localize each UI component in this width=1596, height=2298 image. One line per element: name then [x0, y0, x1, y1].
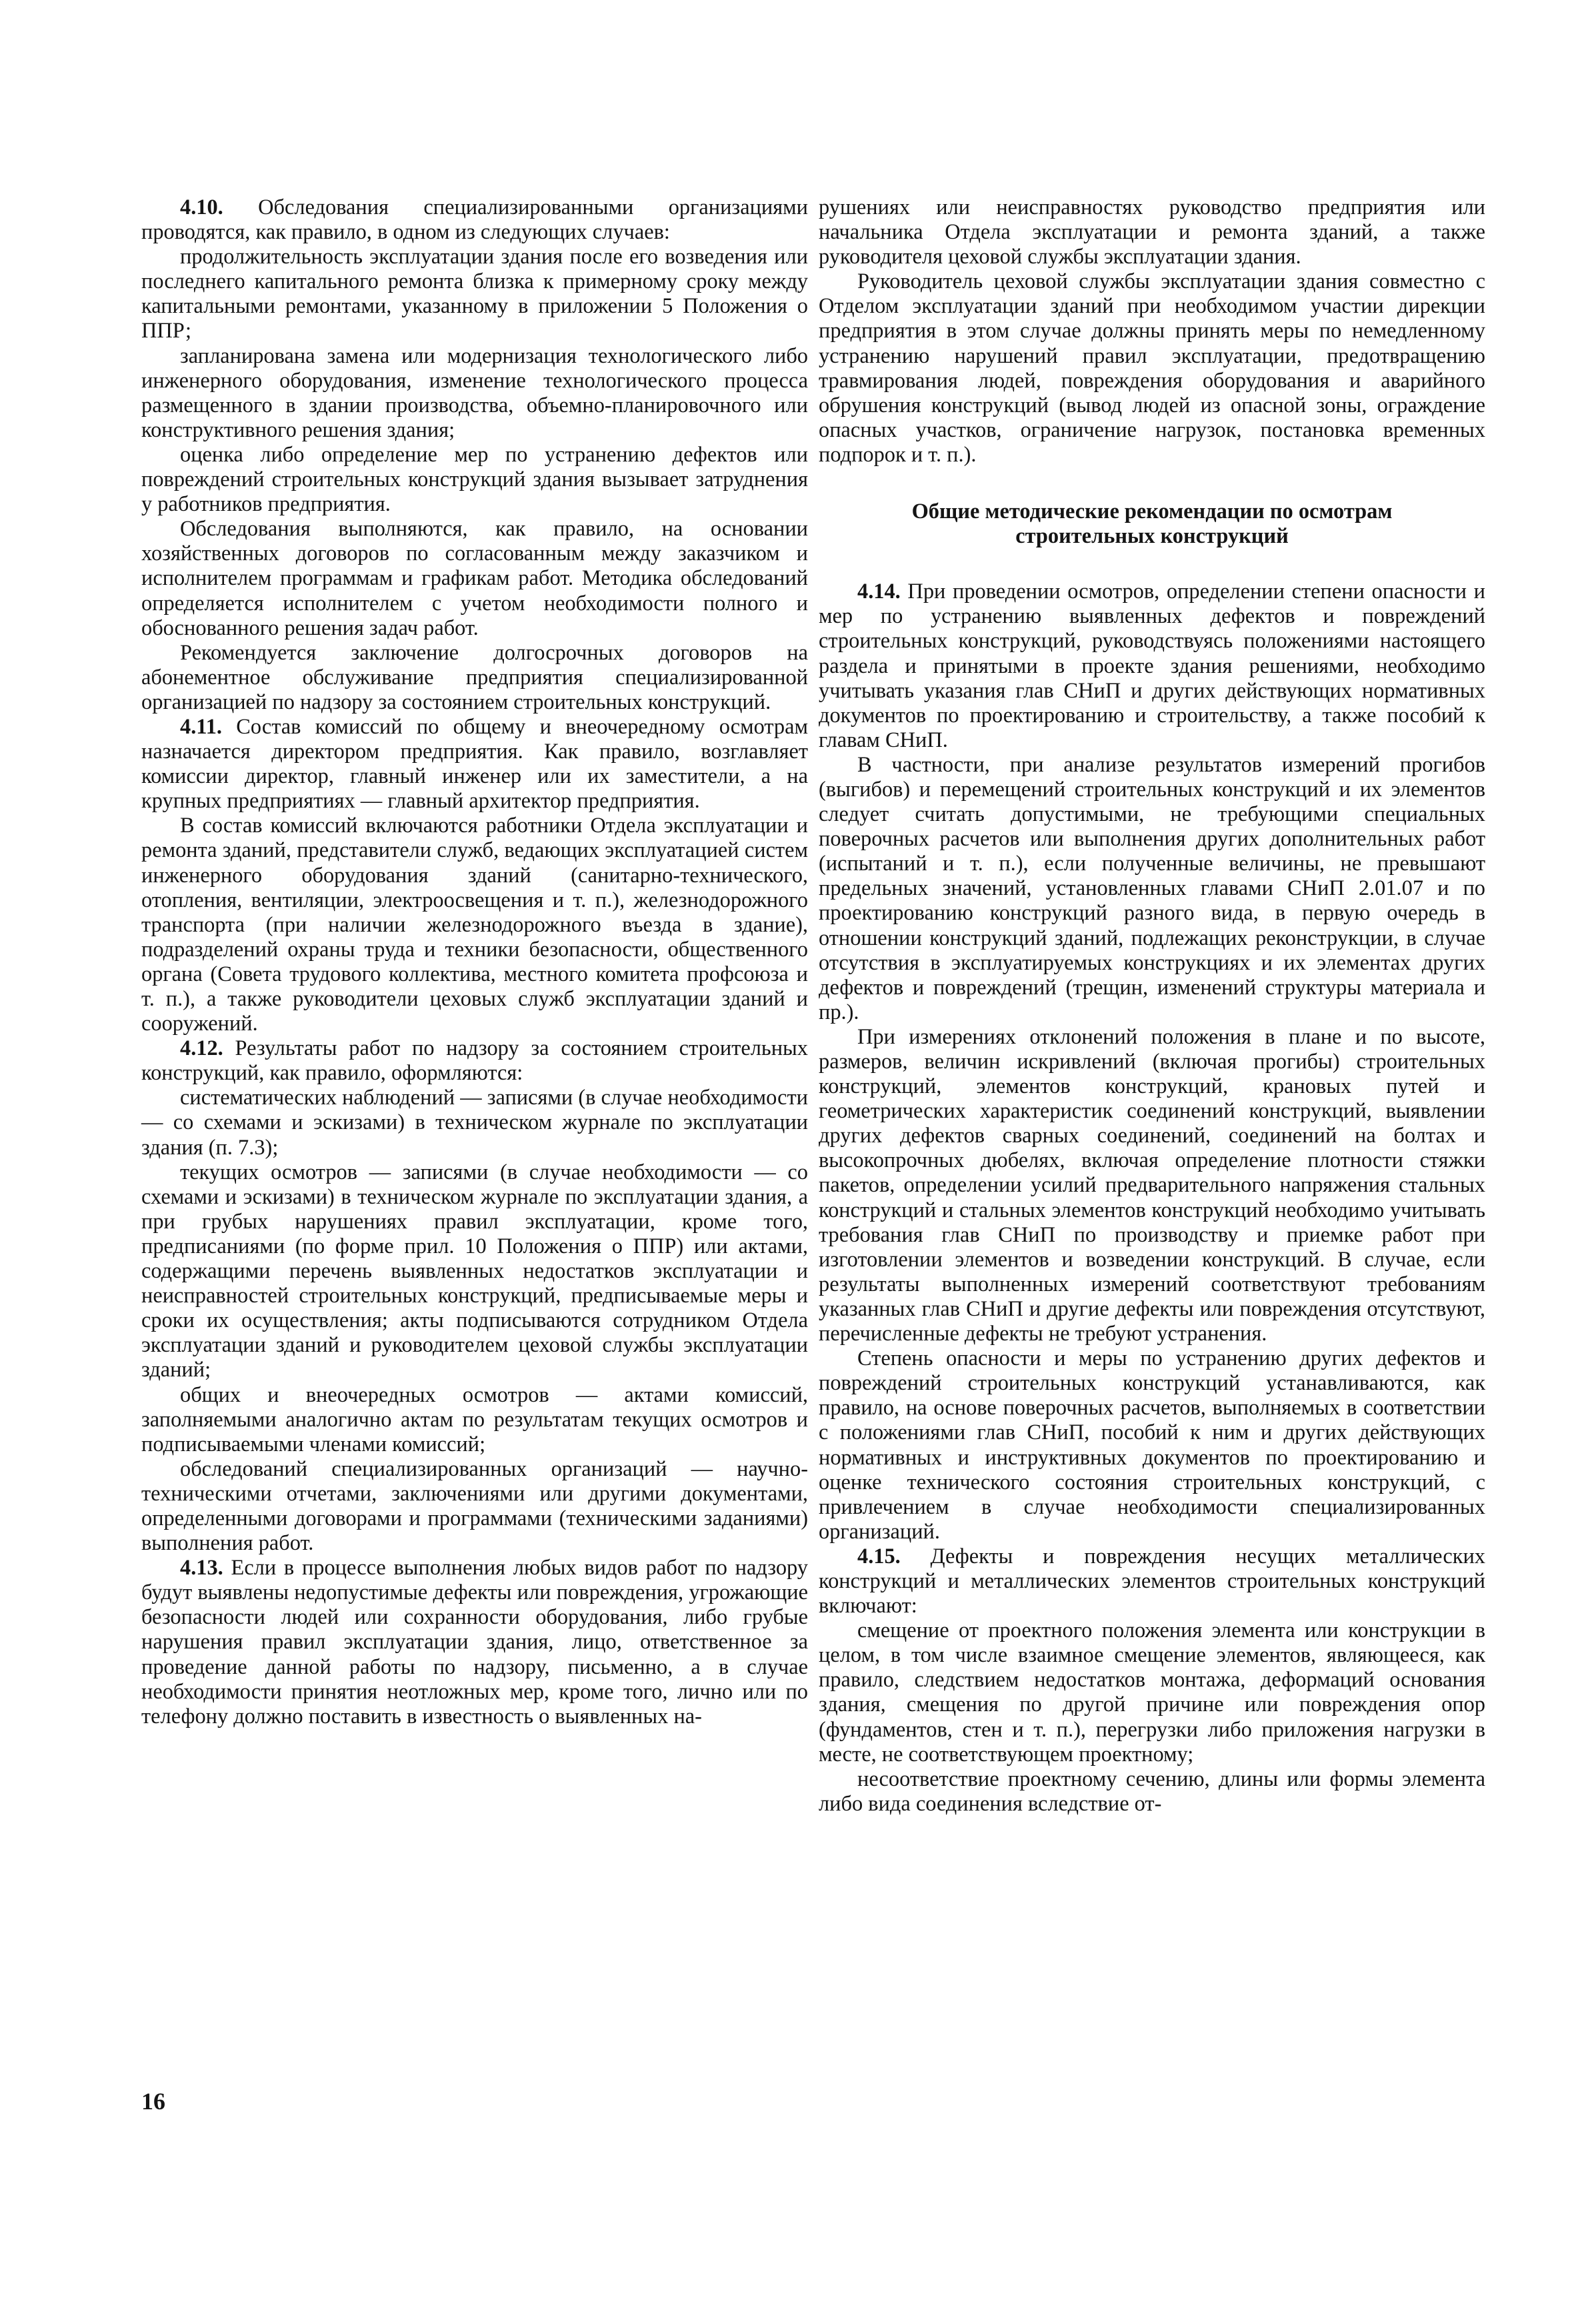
paragraph	[141, 245, 808, 343]
section-heading-line-1: Общие методические рекомендации по осмотрам	[911, 499, 1393, 524]
clause-number: 4.15.	[857, 1544, 901, 1568]
paragraph-text: Обследования выполняются, как правило, на основании хозяйственных договоров по согласованным между заказчиком и исполнителем программам и графикам работ. Методика обследований определяется исполнителем с учетом необходимости полного и обоснованного решения задач работ.	[141, 517, 808, 640]
paragraph-text: В состав комиссий включаются работники Отдела эксплуатации и ремонта зданий, представители служб, ведающих эксплуатацией систем инженерного оборудования зданий (санитарно-технического, отопления, вентиляции, электроосвещения и т. п.), железнодорожного транспорта (при наличии железнодорожного въезда в здание), подразделений охраны труда и техники безопасности, общественного органа (Совета трудового коллектива, местного комитета профсоюза и т. п.), а также руководители цеховых служб эксплуатации зданий и сооружений.	[141, 814, 808, 1036]
paragraph-text: Если в процессе выполнения любых видов работ по надзору будут выявлены недопустимые дефекты или повреждения, угрожающие безопасности людей или сохранности оборудования, либо грубые нарушения правил эксплуатации здания, лицо, ответственное за проведение данной работы по надзору, письменно, а в случае необходимости принятия неотложных мер, кроме того, лично или по телефону должно поставить в известность о выявленных на-	[141, 1556, 808, 1729]
left-column	[141, 195, 808, 1729]
clause-number: 4.13.	[180, 1556, 223, 1580]
paragraph-text: При измерениях отклонений положения в плане и по высоте, размеров, величин искривлений (включая прогибы) строительных конструкций, элементов конструкций, крановых путей и геометрических характеристик соединений конструкций, выявлении других дефектов сварных соединений, соединений на болтах и высокопрочных дюбелях, включая определение плотности стяжки пакетов, определении усилий предварительного напряжения стальных конструкций и стальных элементов конструкций необходимо учитывать требования глав СНиП по производству и приемке работ при изготовлении элементов и возведении конструкций. В случае, если результаты выполненных измерений соответствуют требованиям указанных глав СНиП и другие дефекты или повреждения отсутствуют, перечисленные дефекты не требуют устранения.	[819, 1024, 1485, 1346]
paragraph	[141, 641, 808, 715]
right-column-top	[819, 195, 1485, 467]
paragraph	[819, 1767, 1485, 1817]
paragraph	[141, 195, 808, 245]
paragraph-text: Рекомендуется заключение долгосрочных договоров на абонементное обслуживание предприятия специализированной организацией по надзору за состоянием строительных конструкций.	[141, 640, 808, 714]
clause-number: 4.10.	[180, 195, 223, 219]
right-column-bottom	[819, 580, 1485, 1817]
paragraph	[819, 580, 1485, 753]
paragraph	[141, 1556, 808, 1729]
paragraph	[819, 269, 1485, 467]
paragraph-text: запланирована замена или модернизация технологического либо инженерного оборудования, изменение технологического процесса размещенного в здании производства, объемно-планировочного или конструктивного решения здания;	[141, 343, 808, 442]
paragraph-text: оценка либо определение мер по устранению дефектов или повреждений строительных конструкций здания вызывает затруднения у работников предприятия.	[141, 442, 808, 517]
paragraph	[819, 195, 1485, 269]
paragraph-text: Руководитель цеховой службы эксплуатации здания совместно с Отделом эксплуатации зданий при необходимом участии дирекции предприятия в этом случае должны принять меры по немедленному устранению нарушений правил эксплуатации, предотвращению травмирования людей, повреждения оборудования и аварийного обрушения конструкций (вывод людей из опасной зоны, ограждение опасных участков, ограничение нагрузок, постановка временных подпорок и т. п.).	[819, 269, 1485, 467]
paragraph-text: обследований специализированных организаций — научно-техническими отчетами, заключениями или другими документами, определенными договорами и программами (техническими заданиями) выполнения работ.	[141, 1456, 808, 1556]
paragraph	[141, 1086, 808, 1160]
paragraph-text: текущих осмотров — записями (в случае необходимости — со схемами и эскизами) в техническом журнале по эксплуатации здания, а при грубых нарушениях правил эксплуатации, кроме того, предписаниями (по форме прил. 10 Положения о ППР) или актами, содержащими перечень выявленных недостатков эксплуатации и неисправностей строительных конструкций, предписываемые меры и сроки их осуществления; акты подписываются сотрудником Отдела эксплуатации зданий и руководителем цеховой службы эксплуатации зданий;	[141, 1160, 808, 1382]
paragraph-text: общих и внеочередных осмотров — актами комиссий, заполняемыми аналогично актам по результатам текущих осмотров и подписываемыми членами комиссий;	[141, 1382, 808, 1456]
paragraph	[141, 443, 808, 517]
paragraph	[141, 1160, 808, 1383]
paragraph	[141, 1036, 808, 1086]
paragraph-text: продолжительность эксплуатации здания после его возведения или последнего капитального ремонта близка к примерному сроку между капитальными ремонтами, указанному в приложении 5 Положения о ППР;	[141, 245, 808, 343]
paragraph-text: При проведении осмотров, определении степени опасности и мер по устранению выявленных дефектов и повреждений строительных конструкций, руководствуясь положениями настоящего раздела и принятыми в проекте здания решениями, необходимо учитывать указания глав СНиП и других действующих нормативных документов по проектированию и строительству, а также пособий к главам СНиП.	[819, 580, 1485, 752]
paragraph-text: Состав комиссий по общему и внеочередному осмотрам назначается директором предприятия. Как правило, возглавляет комиссии директор, главный инженер или их заместители, а на крупных предприятиях — главный архитектор предприятия.	[141, 714, 808, 814]
clause-number: 4.11.	[180, 714, 222, 739]
paragraph-text: систематических наблюдений — записями (в случае необходимости — со схемами и эскизами) в техническом журнале по эксплуатации здания (п. 7.3);	[141, 1086, 808, 1160]
paragraph	[141, 814, 808, 1036]
page-number: 16	[141, 2088, 165, 2115]
paragraph-text: смещение от проектного положения элемента или конструкции в целом, в том числе взаимное смещение элементов, являющееся, как правило, следствием недостатков монтажа, деформаций основания здания, смещения по другой причине или повреждения опор (фундаментов, стен и т. п.), перегрузки либо приложения нагрузки в месте, не соответствующем проектному;	[819, 1618, 1485, 1767]
paragraph	[141, 1457, 808, 1556]
paragraph	[141, 344, 808, 443]
paragraph-text: несоответствие проектному сечению, длины или формы элемента либо вида соединения вследствие от-	[819, 1767, 1485, 1816]
paragraph	[141, 517, 808, 640]
paragraph-text: Обследования специализированными организациями проводятся, как правило, в одном из следующих случаев:	[141, 195, 808, 245]
paragraph-text: Степень опасности и меры по устранению других дефектов и повреждений строительных конструкций устанавливаются, как правило, на основе поверочных расчетов, выполняемых в соответствии с положениями глав СНиП, пособий к ним и других действующих нормативных и инструктивных документов по проектированию и оценке технического состояния строительных конструкций, с привлечением в случае необходимости специализированных организаций.	[819, 1346, 1485, 1544]
section-heading	[819, 499, 1485, 549]
clause-number: 4.12.	[180, 1036, 223, 1061]
paragraph	[819, 1544, 1485, 1618]
section-heading-line-2: строительных конструкций	[1015, 524, 1289, 549]
paragraph	[141, 1383, 808, 1457]
paragraph	[819, 753, 1485, 1025]
paragraph-text: В частности, при анализе результатов измерений прогибов (выгибов) и перемещений строительных конструкций и их элементов следует считать допустимыми, не требующими специальных поверочных расчетов или выполнения других дополнительных работ (испытаний и т. п.), если полученные величины, не превышают предельных значений, установленных главами СНиП 2.01.07 и по проектированию конструкций разного вида, в первую очередь в отношении конструкций зданий, подлежащих реконструкции, в случае отсутствия в эксплуатируемых конструкциях и их элементах других дефектов и повреждений (трещин, изменений структуры материала и пр.).	[819, 752, 1485, 1024]
right-column	[819, 195, 1485, 1817]
paragraph-text: Результаты работ по надзору за состоянием строительных конструкций, как правило, оформляются:	[141, 1036, 808, 1086]
paragraph	[819, 1618, 1485, 1767]
paragraph-text: рушениях или неисправностях руководство предприятия или начальника Отдела эксплуатации и ремонта зданий, а также руководителя цеховой службы эксплуатации здания.	[819, 195, 1485, 269]
paragraph	[819, 1025, 1485, 1346]
paragraph-text: Дефекты и повреждения несущих металлических конструкций и металлических элементов строительных конструкций включают:	[819, 1544, 1485, 1618]
paragraph	[141, 715, 808, 814]
paragraph	[819, 1346, 1485, 1544]
clause-number: 4.14.	[857, 580, 901, 604]
